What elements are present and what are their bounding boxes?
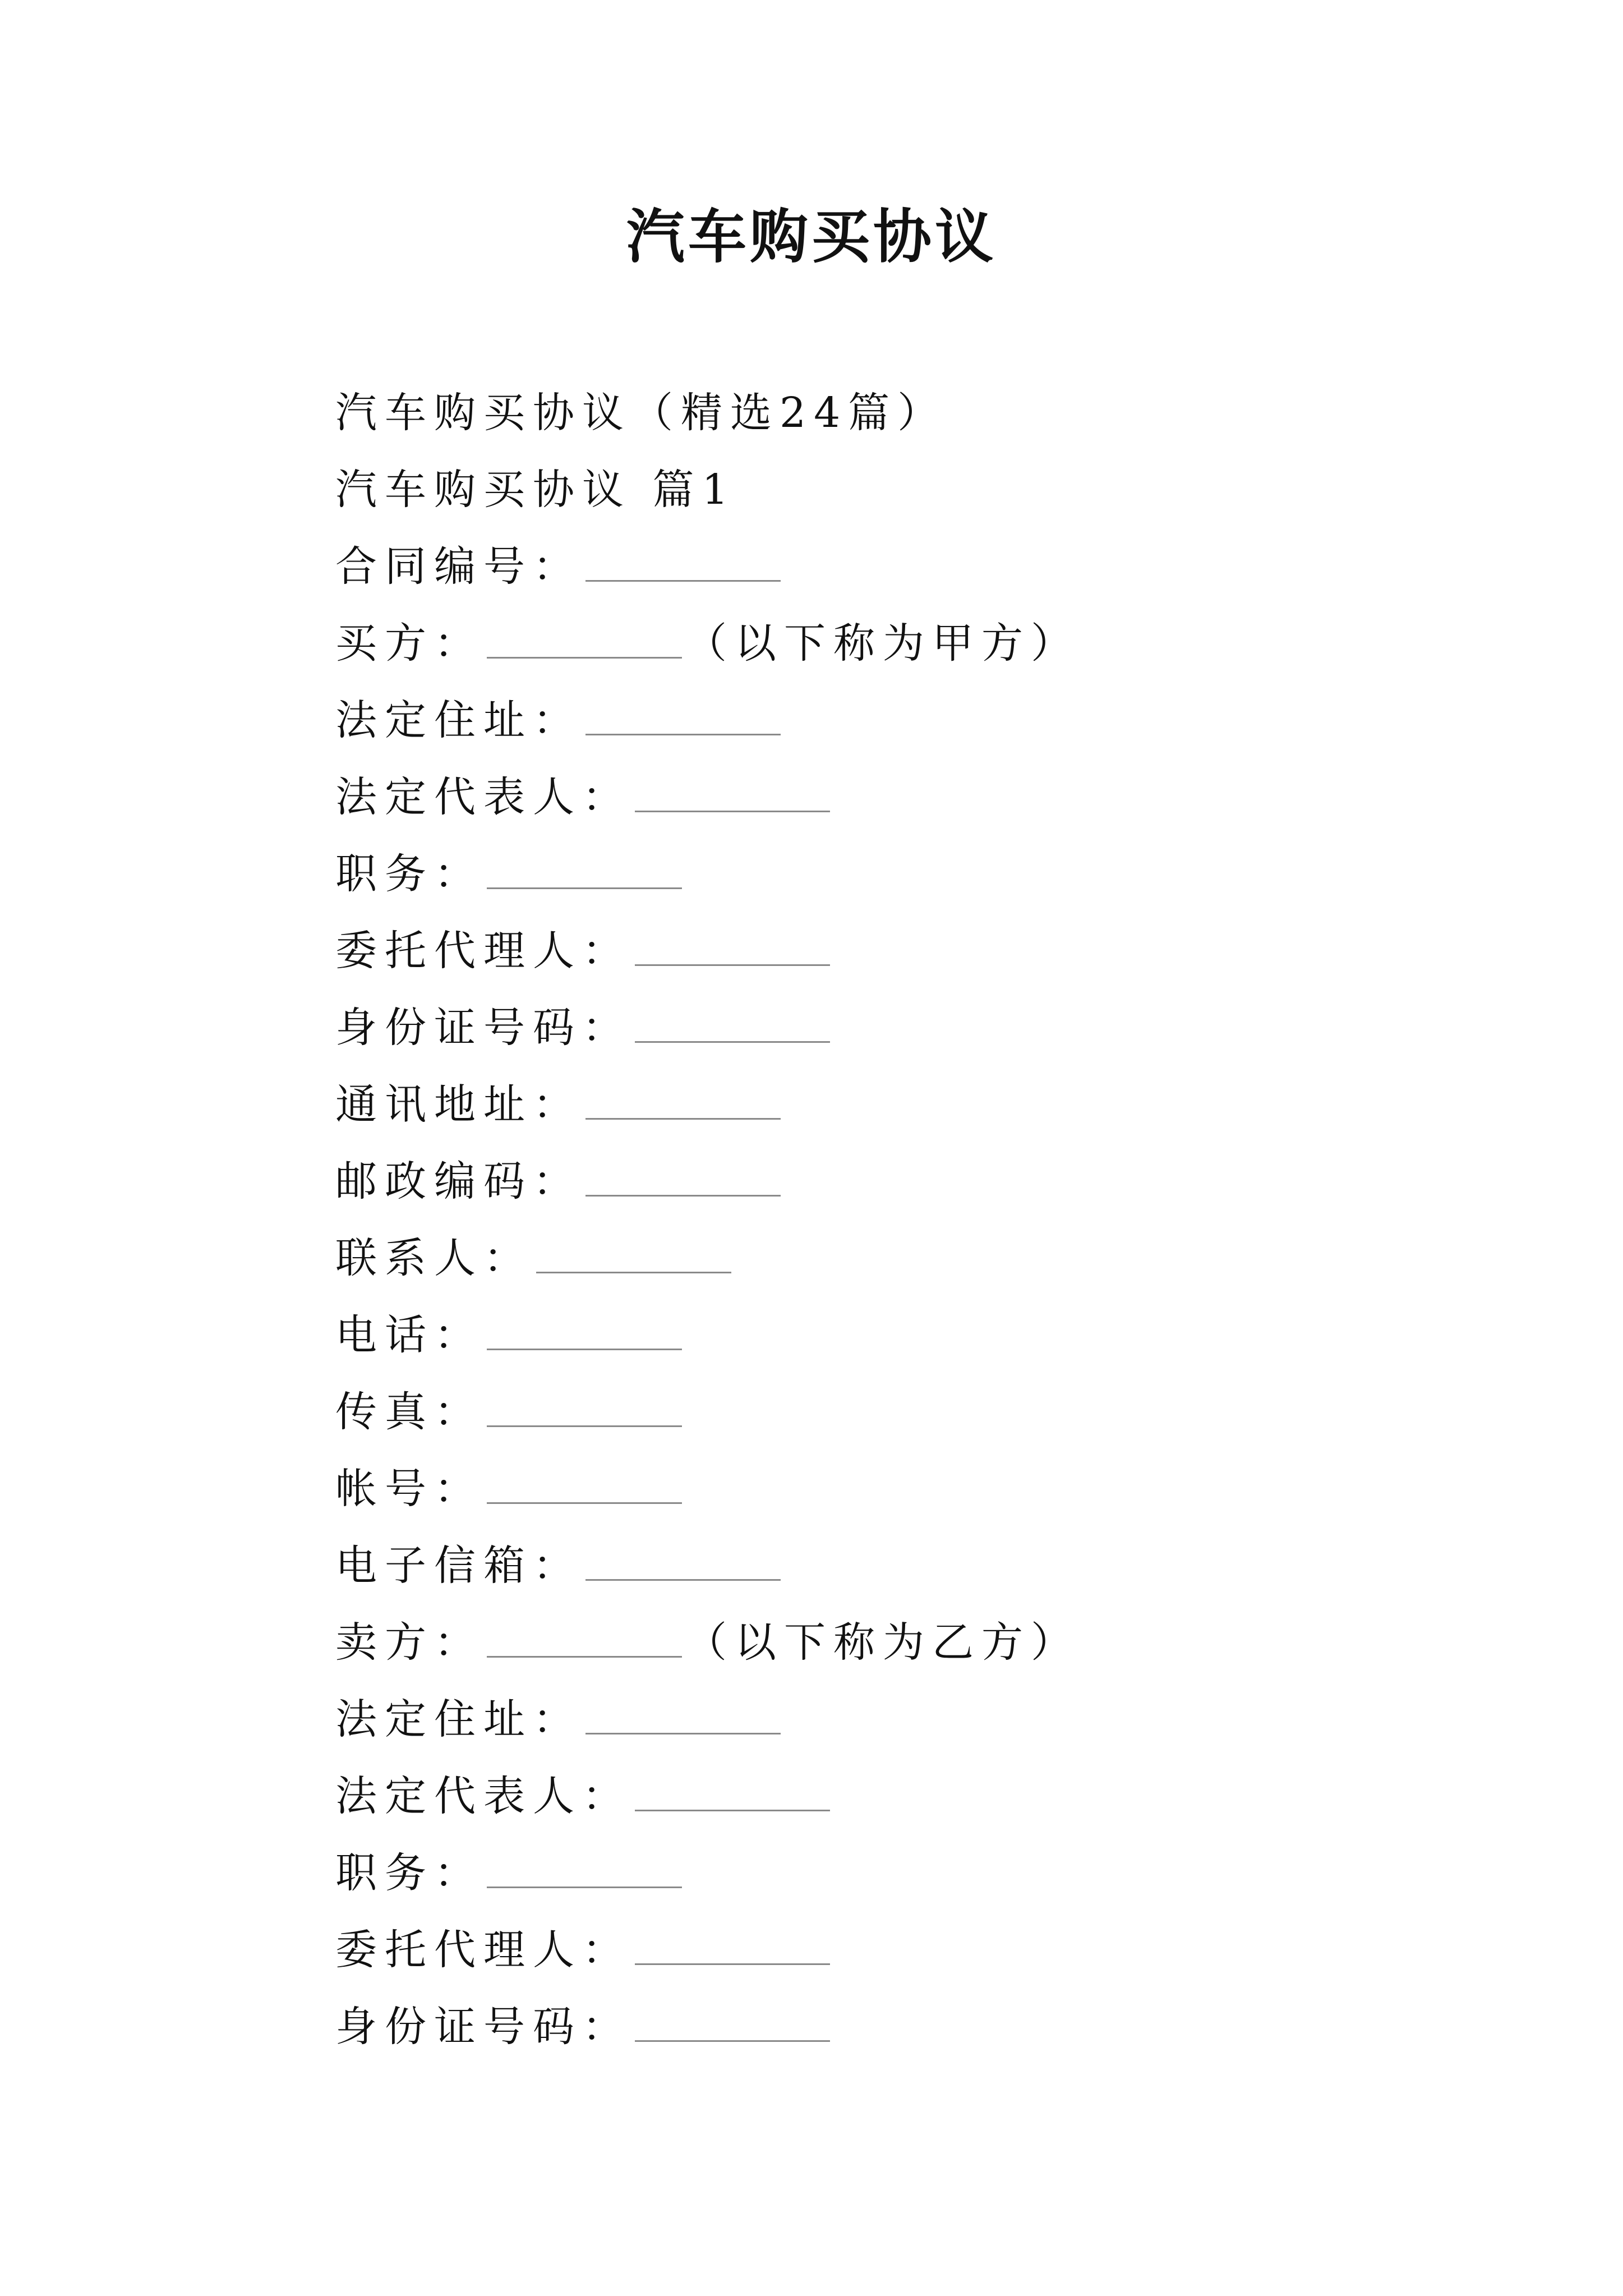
field-label: 合同编号： (335, 542, 582, 591)
field-label: 职务： (335, 1849, 483, 1897)
field-seller-id-number (335, 1989, 1513, 2065)
field-label: 职务： (335, 850, 483, 898)
field-label: 邮政编码： (335, 1157, 582, 1205)
field-seller (335, 1604, 1513, 1681)
document-subtitle (335, 375, 1513, 452)
field-label: 委托代理人： (335, 1926, 631, 1974)
field-label: 买方： (335, 619, 483, 668)
field-buyer-agent (335, 913, 1513, 990)
fill-in-blank (536, 1238, 731, 1273)
fill-in-blank (635, 1007, 830, 1043)
field-buyer-legal-rep (335, 759, 1513, 836)
field-suffix: （以下称为乙方） (685, 1618, 1080, 1667)
fill-in-blank (487, 623, 682, 659)
field-label: 身份证号码： (335, 2003, 631, 2051)
fill-in-blank (635, 777, 830, 812)
document-title: 汽车购买协议 (626, 202, 997, 271)
field-buyer-phone (335, 1297, 1513, 1374)
field-label: 传真： (335, 1388, 483, 1436)
field-buyer-account (335, 1451, 1513, 1527)
field-buyer-postcode (335, 1143, 1513, 1220)
field-suffix: （以下称为甲方） (685, 619, 1080, 668)
fill-in-blank (487, 1622, 682, 1658)
field-label: 电话： (335, 1311, 483, 1359)
field-label: 身份证号码： (335, 1004, 631, 1052)
field-seller-position (335, 1835, 1513, 1912)
line-label: 汽车购买协议 篇1 (335, 466, 736, 514)
field-label: 法定住址： (335, 1695, 582, 1743)
fill-in-blank (585, 1084, 781, 1120)
field-label: 法定代表人： (335, 773, 631, 821)
field-contract-number (335, 528, 1513, 605)
field-seller-address (335, 1681, 1513, 1758)
field-label: 法定代表人： (335, 1772, 631, 1820)
field-label: 委托代理人： (335, 927, 631, 975)
field-label: 卖方： (335, 1618, 483, 1667)
fill-in-blank (487, 1469, 682, 1504)
fill-in-blank (585, 1161, 781, 1197)
fill-in-blank (487, 854, 682, 889)
field-seller-legal-rep (335, 1758, 1513, 1835)
field-label: 法定住址： (335, 696, 582, 744)
fill-in-blank (585, 1545, 781, 1581)
field-label: 帐号： (335, 1465, 483, 1513)
fill-in-blank (585, 546, 781, 582)
section-heading (335, 452, 1513, 528)
fill-in-blank (487, 1853, 682, 1888)
document-body (335, 375, 1513, 2065)
fill-in-blank (635, 931, 830, 966)
field-buyer-fax (335, 1374, 1513, 1451)
line-label: 汽车购买协议（精选24篇） (335, 389, 947, 437)
fill-in-blank (635, 1930, 830, 1965)
field-buyer-email (335, 1527, 1513, 1604)
field-buyer-address (335, 682, 1513, 759)
fill-in-blank (487, 1392, 682, 1427)
field-label: 电子信箱： (335, 1542, 582, 1590)
field-buyer-mail-address (335, 1066, 1513, 1143)
field-buyer-contact (335, 1220, 1513, 1297)
fill-in-blank (635, 1776, 830, 1811)
fill-in-blank (585, 1699, 781, 1734)
fill-in-blank (585, 700, 781, 735)
field-buyer-id-number (335, 990, 1513, 1066)
field-seller-agent (335, 1912, 1513, 1989)
fill-in-blank (635, 2007, 830, 2042)
field-label: 通讯地址： (335, 1080, 582, 1129)
field-buyer (335, 605, 1513, 682)
field-buyer-position (335, 836, 1513, 913)
fill-in-blank (487, 1315, 682, 1350)
field-label: 联系人： (335, 1234, 533, 1282)
